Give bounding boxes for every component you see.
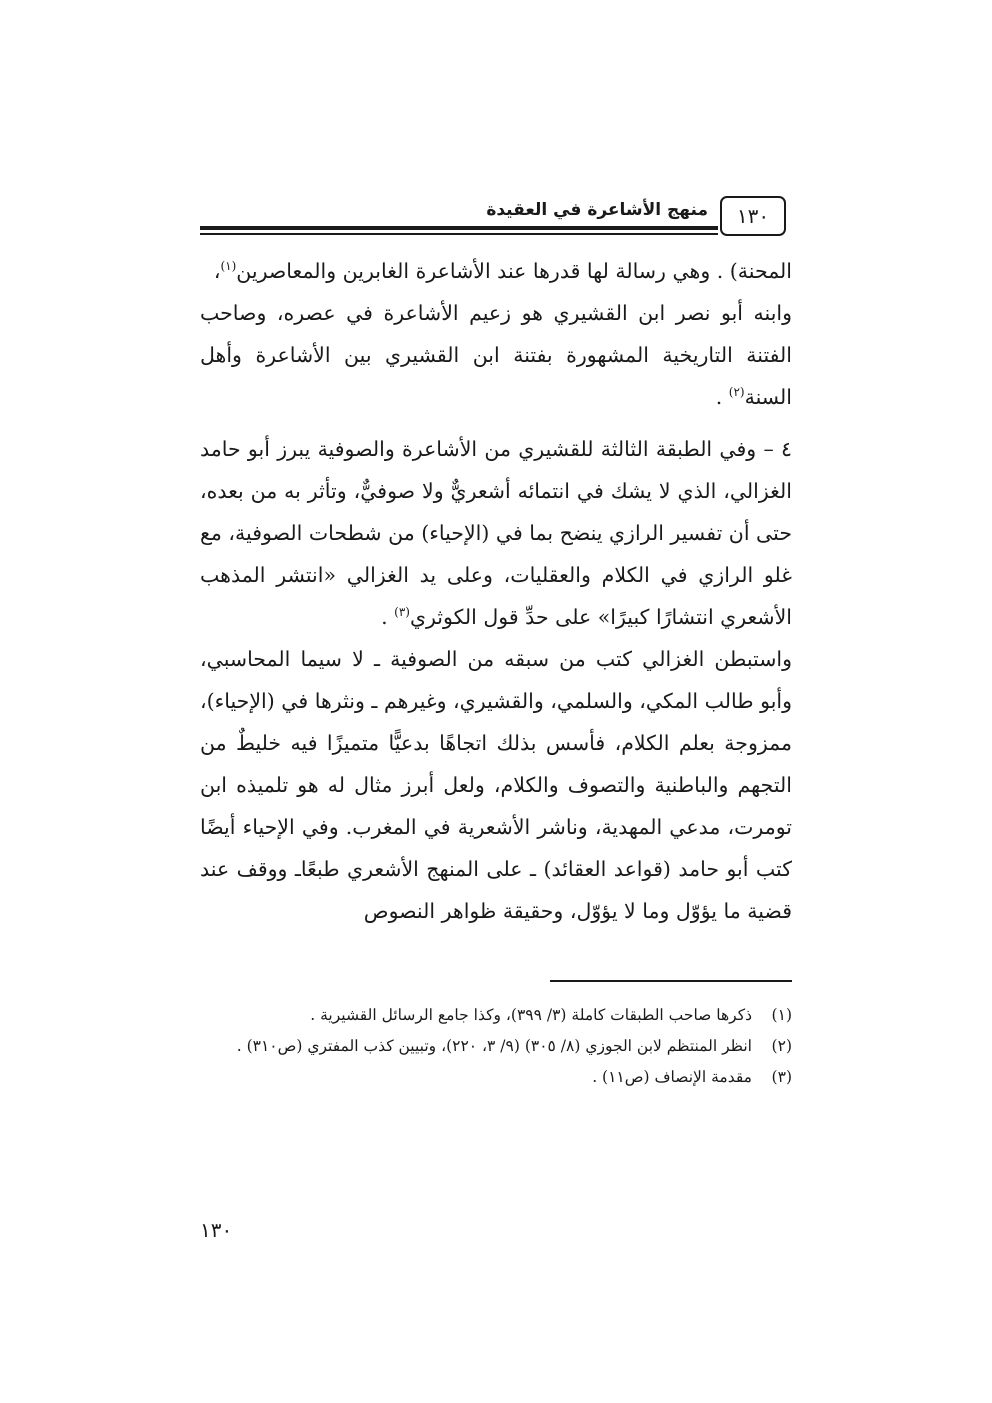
footnote-ref: (٣) bbox=[394, 605, 410, 620]
header-rule-thick bbox=[200, 226, 718, 230]
running-header bbox=[200, 196, 792, 240]
paragraph-tail: ، bbox=[213, 259, 221, 283]
header-page-number-box bbox=[720, 196, 786, 236]
paragraph bbox=[200, 250, 792, 292]
footnotes bbox=[200, 1000, 792, 1093]
paragraph-text: وابنه أبو نصر ابن القشيري هو زعيم الأشاعرة في عصره، وصاحب الفتنة التاريخية المشهورة بفتنة ابن القشيري بين الأشاعرة وأهل السنة bbox=[200, 301, 792, 409]
paragraph bbox=[200, 638, 792, 932]
footnote-ref: (٢) bbox=[728, 385, 745, 400]
paragraph bbox=[200, 292, 792, 418]
paragraph-text: المحنة) . وهي رسالة لها قدرها عند الأشاعرة الغابرين والمعاصرين bbox=[236, 259, 792, 283]
footer-page-number: ١٣٠ bbox=[200, 1218, 233, 1242]
header-rule-thin bbox=[200, 233, 718, 235]
footnote bbox=[200, 1031, 792, 1062]
paragraph-text: ٤ – وفي الطبقة الثالثة للقشيري من الأشاعرة والصوفية يبرز أبو حامد الغزالي، الذي لا يشك في انتمائه أشعريٌّ ولا صوفيٌّ، وتأثر به من بعده، حتى أن تفسير الرازي ينضح بما في (الإحياء) من شطحات الصوفية، مع غلو الرازي في الكلام والعقليات، وعلى يد الغزالي «انتشر المذهب الأشعري انتشارًا كبيرًا» على حدِّ قول الكوثري bbox=[200, 437, 792, 629]
header-page-number: ١٣٠ bbox=[736, 204, 770, 228]
footnote bbox=[200, 1000, 792, 1031]
footnote-number: (٣) bbox=[771, 1068, 792, 1086]
footnote-ref: (١) bbox=[220, 259, 237, 274]
footnote-number: (١) bbox=[771, 1006, 792, 1024]
footnote-separator bbox=[550, 980, 792, 982]
footnote-text: مقدمة الإنصاف (ص١١) . bbox=[592, 1068, 752, 1086]
body-text bbox=[200, 250, 792, 932]
paragraph-text: واستبطن الغزالي كتب من سبقه من الصوفية ـ لا سيما المحاسبي، وأبو طالب المكي، والسلمي، والقشيري، وغيرهم ـ ونثرها في (الإحياء)، ممزوجة بعلم الكلام، فأسس بذلك اتجاهًا بدعيًّا متميزًا فيه خليطٌ من التجهم والباطنية والتصوف والكلام، ولعل أبرز مثال له هو تلميذه ابن تومرت، مدعي المهدية، وناشر الأشعرية في المغرب. وفي الإحياء أيضًا كتب أبو حامد (قواعد العقائد) ـ على المنهج الأشعري طبعًاـ ووقف عند قضية ما يؤوّل وما لا يؤوّل، وحقيقة ظواهر النصوص bbox=[200, 647, 792, 923]
paragraph-tail: . bbox=[381, 605, 395, 629]
footnote bbox=[200, 1062, 792, 1093]
footnote-text: انظر المنتظم لابن الجوزي (٨/ ٣٠٥) (٩/ ٣، ٢٢٠)، وتبيين كذب المفتري (ص٣١٠) . bbox=[236, 1037, 752, 1055]
paragraph bbox=[200, 428, 792, 638]
footnote-text: ذكرها صاحب الطبقات كاملة (٣/ ٣٩٩)، وكذا جامع الرسائل القشيرية . bbox=[310, 1006, 752, 1024]
footnote-number: (٢) bbox=[771, 1037, 792, 1055]
book-title: منهج الأشاعرة في العقيدة bbox=[486, 200, 708, 220]
paragraph-tail: . bbox=[715, 385, 729, 409]
